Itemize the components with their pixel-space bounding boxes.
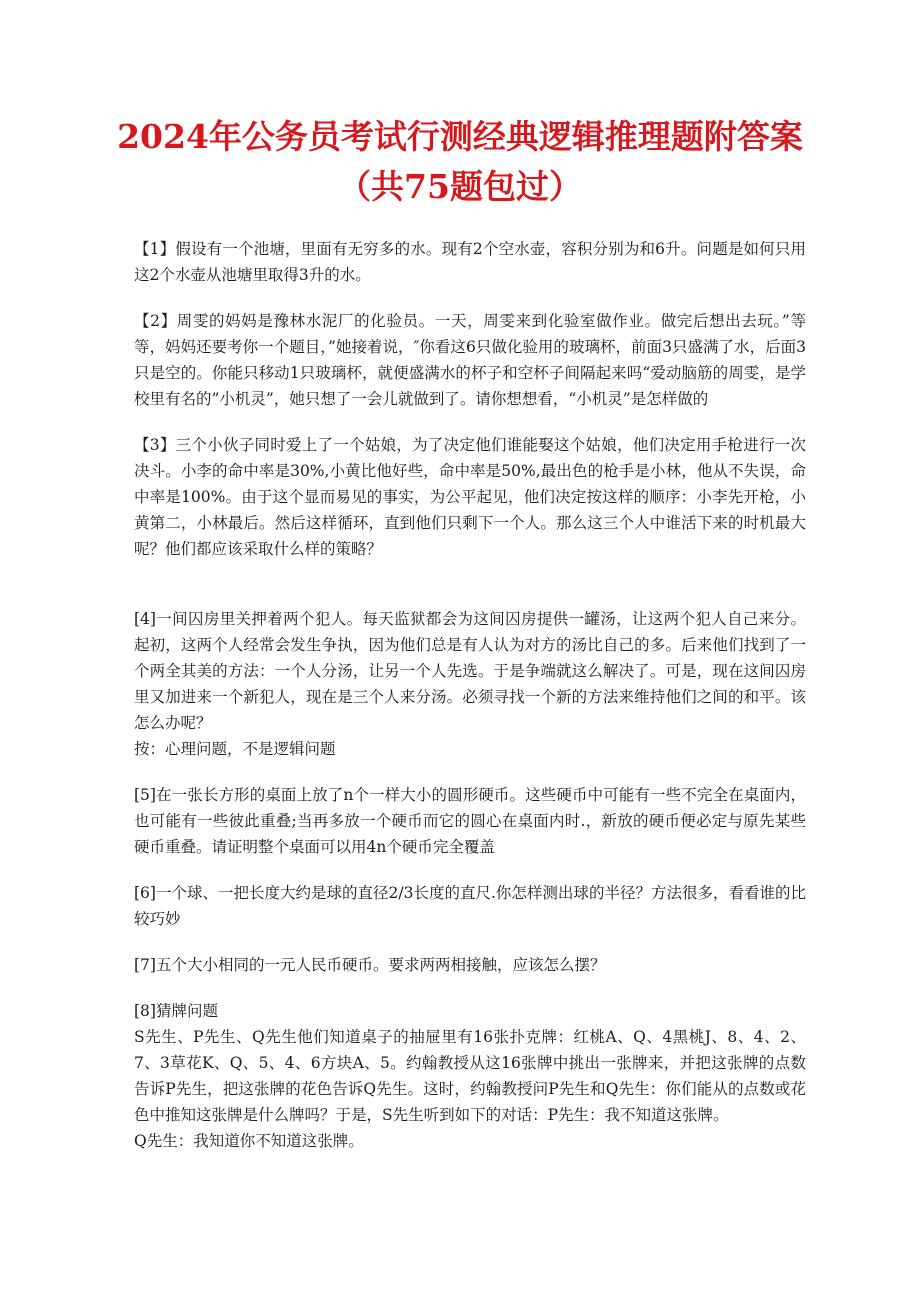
question-8-heading: [8]猜牌问题: [134, 1002, 218, 1020]
document-title-line1: 2024年公务员考试行测经典逻辑推理题附答案: [117, 117, 803, 156]
question-3: 【3】三个小伙子同时爱上了一个姑娘，为了决定他们谁能娶这个姑娘，他们决定用手枪进行一次决斗。小李的命中率是30%,小黄比他好些，命中率是50%,最出色的枪手是小林，他从不失误，命中率是100%。由于这个显而易见的事实，为公平起见，他们决定按这样的顺序：小李先开枪，小黄第二，小林最后。然后这样循环，直到他们只剩下一个人。那么这三个人中谁活下来的时机最大呢？他们都应该采取什么样的策略？: [134, 436, 806, 558]
question-6: [6]一个球、一把长度大约是球的直径2/3长度的直尺.你怎样测出球的半径？方法很多，看看谁的比较巧妙: [134, 884, 806, 928]
document-title-line2: （共75题包过）: [338, 167, 582, 206]
question-1: 【1】假设有一个池塘，里面有无穷多的水。现有2个空水壶，容积分别为和6升。问题是如何只用这2个水壶从池塘里取得3升的水。: [134, 240, 806, 284]
question-5: [5]在一张长方形的桌面上放了n个一样大小的圆形硬币。这些硬币中可能有一些不完全在桌面内，也可能有一些彼此重叠;当再多放一个硬币而它的圆心在桌面内时.，新放的硬币便必定与原先某些硬币重叠。请证明整个桌面可以用4n个硬币完全覆盖: [134, 786, 806, 856]
question-4-text: [4]一间囚房里关押着两个犯人。每天监狱都会为这间囚房提供一罐汤，让这两个犯人自己来分。起初，这两个人经常会发生争执，因为他们总是有人认为对方的汤比自己的多。后来他们找到了一个两全其美的方法：一个人分汤，让另一个人先选。于是争端就这么解决了。可是，现在这间囚房里又加进来一个新犯人，现在是三个人来分汤。必须寻找一个新的方法来维持他们之间的和平。该怎么办呢？: [134, 610, 806, 732]
question-8: [134, 998, 806, 1154]
question-2: 【2】周雯的妈妈是豫林水泥厂的化验员。一天，周雯来到化验室做作业。做完后想出去玩。”等等，妈妈还要考你一个题目，”她接着说，″你看这6只做化验用的玻璃杯，前面3只盛满了水，后面3只是空的。你能只移动1只玻璃杯，就便盛满水的杯子和空杯子间隔起来吗“爱动脑筋的周雯，是学校里有名的”小机灵”，她只想了一会儿就做到了。请你想想看，“小机灵”是怎样做的: [134, 312, 806, 408]
question-8-reply: Q先生：我知道你不知道这张牌。: [134, 1132, 364, 1150]
question-7: [7]五个大小相同的一元人民币硬币。要求两两相接触，应该怎么摆？: [134, 956, 606, 974]
question-8-text: S先生、P先生、Q先生他们知道桌子的抽屉里有16张扑克牌：红桃A、Q、4黑桃J、8、4、2、7、3草花K、Q、5、4、6方块A、5。约翰教授从这16张牌中挑出一张牌来，并把这张牌的点数告诉P先生，把这张牌的花色告诉Q先生。这时，约翰教授问P先生和Q先生：你们能从的点数或花色中推知这张牌是什么牌吗？于是，S先生听到如下的对话：P先生：我不知道这张牌。: [134, 1028, 806, 1124]
question-4: [134, 606, 806, 762]
question-4-note: 按：心理问题，不是逻辑问题: [134, 740, 336, 758]
document-body: [134, 236, 806, 1174]
